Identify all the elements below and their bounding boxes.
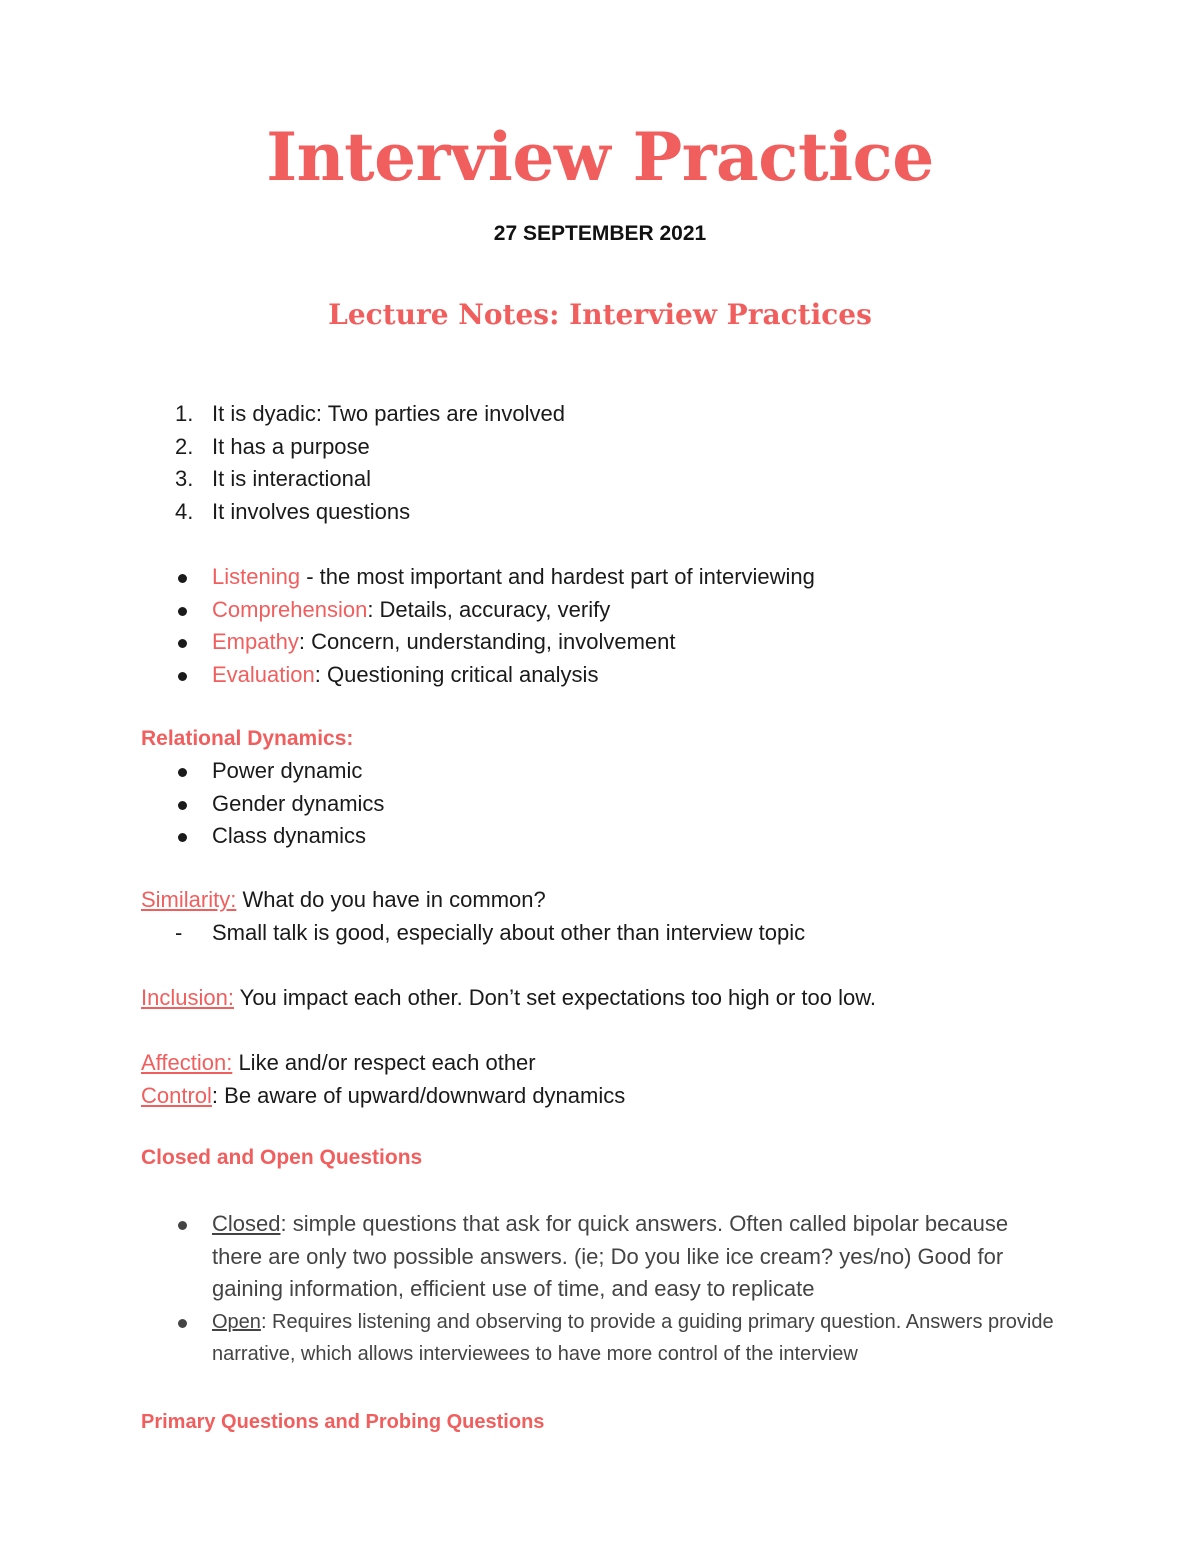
similarity-term: Similarity:: [141, 887, 237, 912]
bullet-icon: [178, 639, 187, 648]
list-item: [141, 820, 384, 853]
skill-separator: :: [298, 629, 312, 655]
skills-list: [141, 561, 815, 691]
bullet-icon: [178, 801, 187, 810]
list-number: 1.: [175, 401, 194, 426]
document-subtitle: Lecture Notes: Interview Practices: [328, 298, 872, 331]
skill-text: Questioning critical analysis: [326, 661, 599, 687]
document-title: Interview Practice: [266, 118, 934, 196]
list-item: [141, 594, 815, 627]
list-item: [141, 1306, 1062, 1371]
list-item-text: Gender dynamics: [212, 790, 385, 816]
relational-heading: Relational Dynamics:: [141, 727, 354, 750]
list-item: [141, 496, 565, 529]
similarity-sub-text: Small talk is good, especially about other than interview topic: [212, 920, 806, 945]
list-item: [141, 659, 815, 692]
bullet-icon: [178, 672, 187, 681]
questions-heading: Closed and Open Questions: [141, 1146, 423, 1169]
dash-marker: -: [175, 920, 183, 945]
open-text: : Requires listening and observing to provide a guiding primary question. Answers provide narrative, which allows interviewees to have more control of the interview: [212, 1310, 1054, 1366]
list-item: [141, 626, 815, 659]
similarity-text: What do you have in common?: [236, 887, 546, 912]
primary-heading: Primary Questions and Probing Questions: [141, 1411, 545, 1433]
bullet-icon: [178, 833, 187, 842]
control-text: : Be aware of upward/downward dynamics: [211, 1083, 626, 1108]
inclusion-text: You impact each other. Don’t set expectations too high or too low.: [233, 985, 877, 1010]
list-item: [141, 431, 565, 464]
skill-text: the most important and hardest part of interviewing: [319, 564, 815, 589]
closed-term: Closed: [212, 1211, 281, 1236]
list-number: 3.: [175, 466, 194, 492]
list-item: [141, 561, 815, 594]
questions-list: [141, 1208, 1062, 1371]
similarity-sub-item: [141, 917, 805, 950]
skill-term: Listening: [212, 564, 301, 589]
inclusion-term: Inclusion:: [141, 985, 234, 1010]
skill-term: Evaluation: [212, 661, 315, 687]
inclusion-line: [141, 982, 876, 1015]
numbered-list: [141, 398, 565, 528]
list-item-text: Power dynamic: [212, 758, 363, 783]
bullet-icon: [178, 1319, 187, 1328]
control-line: [141, 1080, 625, 1113]
relational-list: [141, 755, 384, 853]
similarity-line: [141, 884, 546, 917]
list-number: 4.: [175, 498, 194, 524]
list-item: [141, 398, 565, 431]
bullet-icon: [178, 1221, 187, 1230]
list-item: [141, 755, 384, 788]
control-term: Control: [141, 1083, 212, 1108]
skill-separator: :: [367, 596, 380, 622]
skill-text: Concern, understanding, involvement: [311, 629, 676, 655]
skill-separator: -: [300, 564, 320, 589]
list-item-text: It is interactional: [212, 466, 371, 492]
list-item-text: Class dynamics: [212, 823, 367, 849]
affection-term: Affection:: [141, 1050, 233, 1075]
list-item-text: It is dyadic: Two parties are involved: [212, 401, 565, 426]
skill-text: Details, accuracy, verify: [379, 596, 611, 622]
bullet-icon: [178, 607, 187, 616]
bullet-icon: [178, 768, 187, 777]
list-item: [141, 788, 384, 821]
document-date: 27 SEPTEMBER 2021: [493, 222, 707, 245]
list-item-text: It involves questions: [212, 498, 411, 524]
list-item: [141, 1208, 1062, 1306]
list-number: 2.: [175, 433, 194, 459]
list-item-text: It has a purpose: [212, 433, 370, 459]
affection-text: Like and/or respect each other: [232, 1050, 536, 1075]
closed-text: : simple questions that ask for quick answers. Often called bipolar because there are only two possible answers. (ie; Do you like ice cream? yes/no) Good for gaining information, efficient use of time, and easy to replicate: [212, 1211, 1009, 1302]
skill-separator: :: [314, 661, 327, 687]
open-term: Open: [212, 1310, 261, 1333]
list-item: [141, 463, 565, 496]
bullet-icon: [178, 574, 187, 583]
skill-term: Comprehension: [212, 596, 368, 622]
affection-line: [141, 1047, 536, 1080]
skill-term: Empathy: [212, 629, 299, 655]
